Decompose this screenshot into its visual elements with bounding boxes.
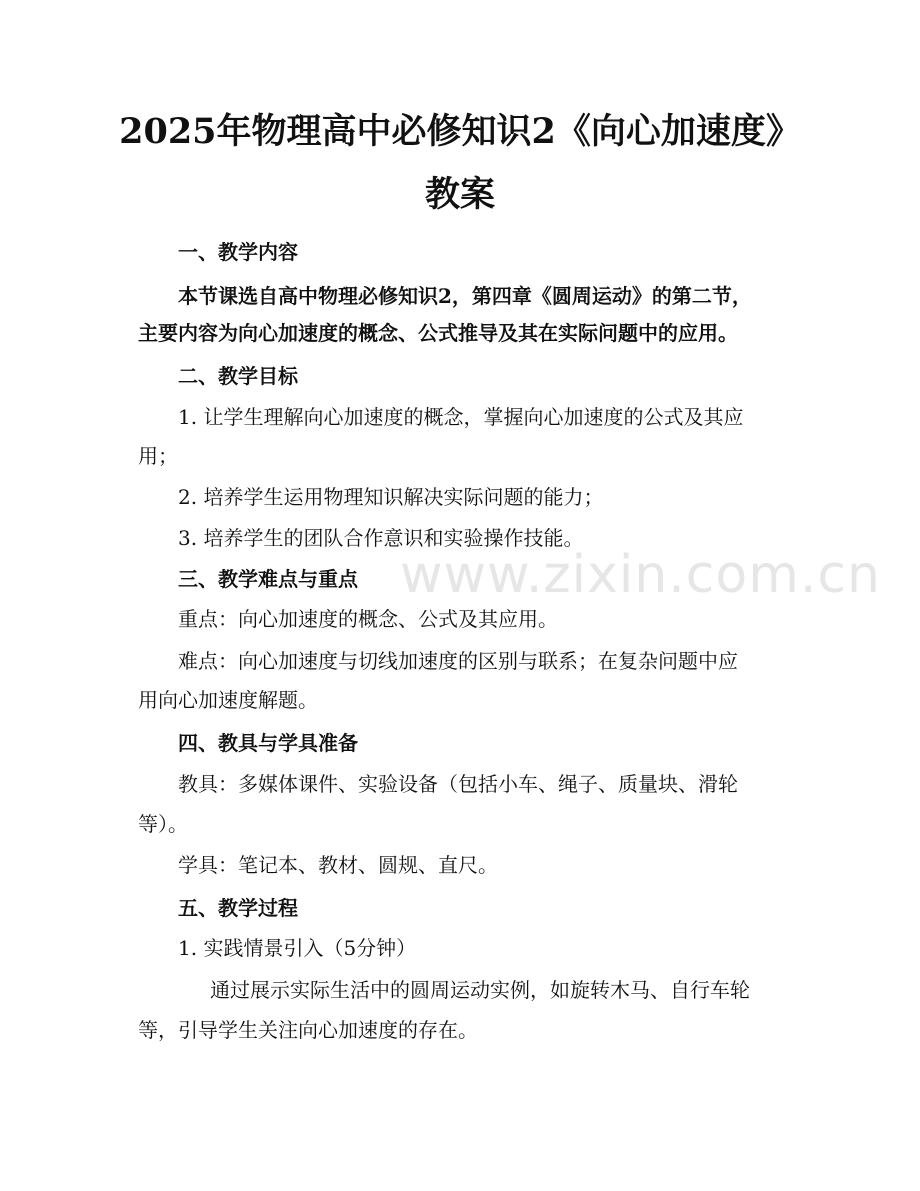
paragraph-line: 教具：多媒体课件、实验设备（包括小车、绳子、质量块、滑轮 (178, 772, 738, 796)
paragraph-line: 等，引导学生关注向心加速度的存在。 (138, 1018, 478, 1042)
section-heading-content: 一、教学内容 (178, 240, 298, 264)
document-title-line2: 教案 (424, 174, 495, 215)
list-item: 1. 实践情景引入（5分钟） (178, 936, 417, 960)
paragraph-line: 通过展示实际生活中的圆周运动实例，如旋转木马、自行车轮 (210, 978, 750, 1002)
paragraph-line: 主要内容为向心加速度的概念、公式推导及其在实际问题中的应用。 (138, 321, 738, 345)
section-heading-objectives: 二、教学目标 (178, 364, 298, 388)
paragraph-line: 重点：向心加速度的概念、公式及其应用。 (178, 607, 558, 631)
section-heading-materials: 四、教具与学具准备 (178, 731, 358, 755)
section-heading-process: 五、教学过程 (178, 896, 298, 920)
document-title-line1: 2025年物理高中必修知识2《向心加速度》 (119, 111, 801, 152)
list-item: 3. 培养学生的团队合作意识和实验操作技能。 (178, 526, 584, 550)
section-heading-key-points: 三、教学难点与重点 (178, 567, 358, 591)
watermark: www.zixin.com.cn (400, 545, 881, 605)
paragraph-line: 难点：向心加速度与切线加速度的区别与联系；在复杂问题中应 (178, 649, 738, 673)
paragraph-line: 用向心加速度解题。 (138, 688, 318, 712)
list-item: 1. 让学生理解向心加速度的概念，掌握向心加速度的公式及其应 (178, 405, 744, 429)
paragraph-line: 本节课选自高中物理必修知识2，第四章《圆周运动》的第二节， (178, 284, 752, 308)
paragraph-line: 学具：笔记本、教材、圆规、直尺。 (178, 853, 498, 877)
paragraph-line: 等）。 (138, 812, 188, 836)
list-item-continuation: 用； (138, 444, 178, 468)
list-item: 2. 培养学生运用物理知识解决实际问题的能力； (178, 485, 604, 509)
